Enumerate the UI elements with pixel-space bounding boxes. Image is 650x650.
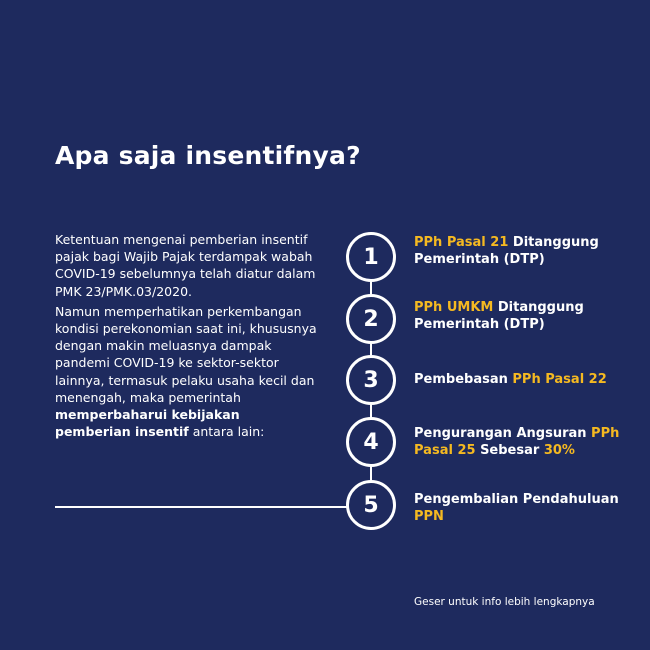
incentive-item-5-highlight: PPN [414,508,444,524]
incentive-item-4 [414,426,624,459]
step-circle-2: 2 [346,294,396,344]
step-circle-5: 5 [346,480,396,530]
incentive-item-4-highlight-2: 30% [543,442,575,458]
intro-paragraph-2-start: Namun memperhatikan perkembangan kondisi perekonomian saat ini, khususnya dengan makin meluasnya dampak pandemi COVID-19 ke sektor-sektor lainnya, termasuk pelaku usaha kecil dan menengah, maka pemerintah [55,303,317,405]
incentive-item-5 [414,492,624,525]
intro-paragraph-1: Ketentuan mengenai pemberian insentif pajak bagi Wajib Pajak terdampak wabah COVID-19 sebelumnya telah diatur dalam PMK 23/PMK.03/2020. [55,232,316,299]
incentive-item-3-text: Pembebasan [414,372,513,387]
incentive-item-2-highlight: PPh UMKM [414,300,494,315]
incentive-item-4-text-2: Sebesar [475,442,544,458]
incentive-item-1-text: Ditanggung Pemerintah (DTP) [414,235,599,267]
swipe-hint: Geser untuk info lebih lengkapnya [414,596,595,608]
connector-line [55,506,347,508]
intro-text [55,231,317,443]
page-title: Apa saja insentifnya? [55,141,361,170]
incentive-item-3 [414,372,624,389]
incentive-item-1-highlight: PPh Pasal 21 [414,235,509,250]
step-circle-1: 1 [346,232,396,282]
incentive-item-3-highlight: PPh Pasal 22 [512,372,607,387]
incentive-item-1 [414,235,624,268]
step-circle-3: 3 [346,355,396,405]
incentive-item-2 [414,300,624,333]
intro-paragraph-2-end: antara lain: [192,424,265,440]
incentive-item-2-text: Ditanggung Pemerintah (DTP) [414,300,584,332]
incentive-item-4-highlight: PPh Pasal 25 [414,426,620,458]
incentive-item-5-text: Pengembalian Pendahuluan [414,492,619,507]
intro-paragraph-2-bold: memperbaharui kebijakan pemberian insentif [55,407,240,440]
intro-paragraph-2 [55,303,317,441]
incentive-item-4-text: Pengurangan Angsuran [414,426,592,441]
step-circle-4: 4 [346,417,396,467]
